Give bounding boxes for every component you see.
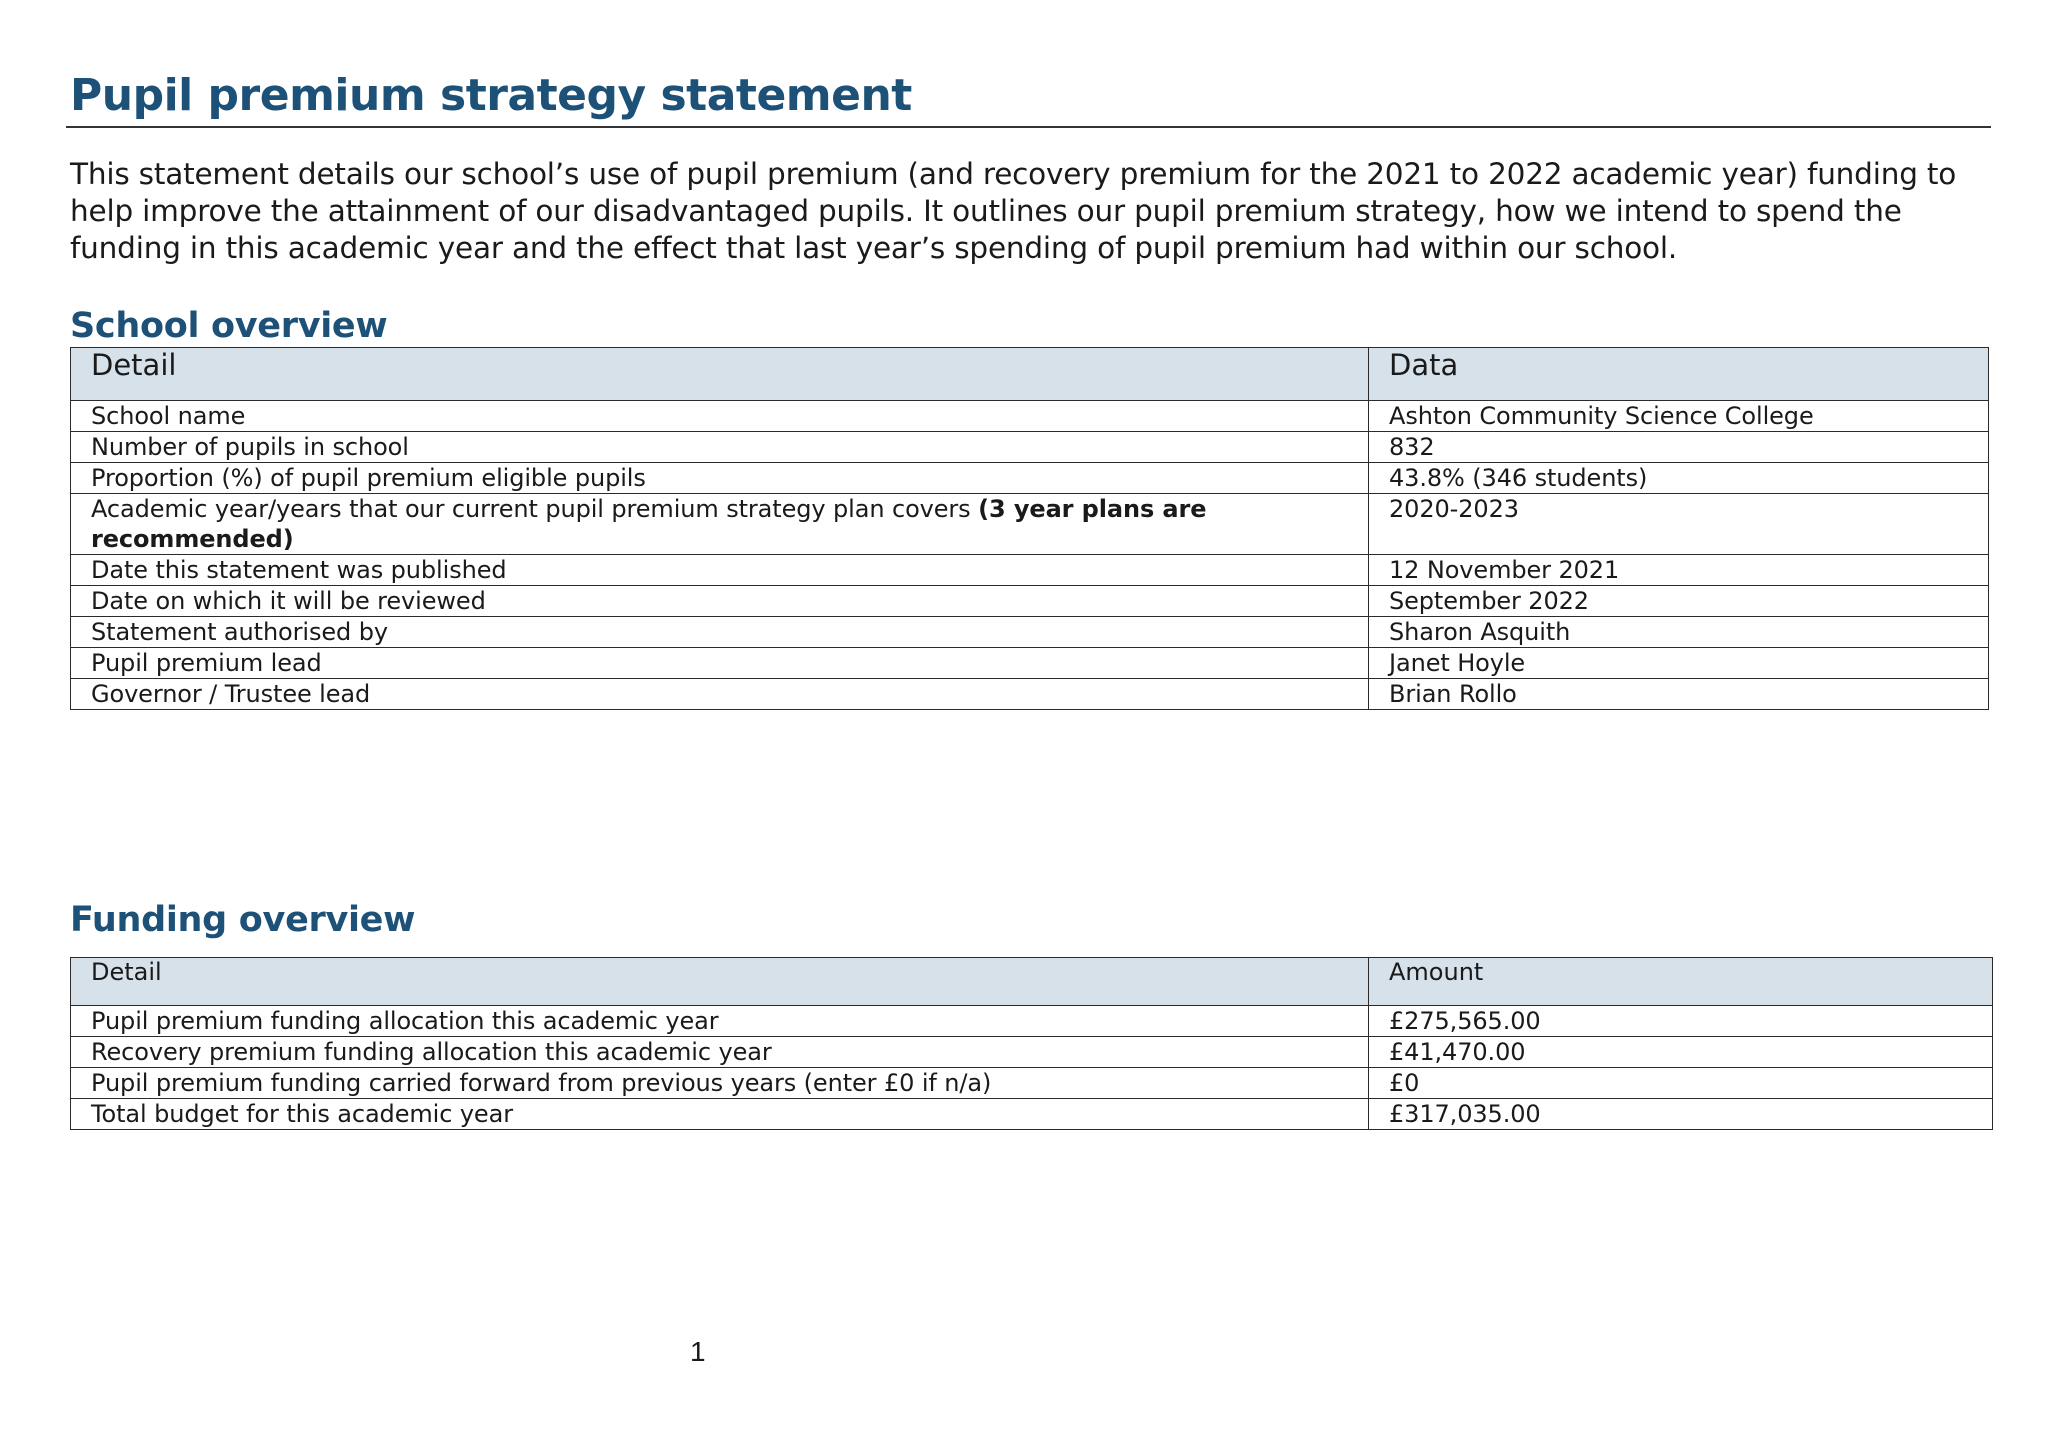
column-header-amount: Amount bbox=[1369, 958, 1993, 1006]
row-detail: Pupil premium lead bbox=[71, 648, 1369, 679]
table-row bbox=[71, 463, 1989, 494]
row-detail-total: Total budget for this academic year bbox=[71, 1099, 1369, 1130]
row-detail-text: Academic year/years that our current pupil premium strategy plan covers bbox=[91, 495, 979, 523]
row-detail: Statement authorised by bbox=[71, 617, 1369, 648]
table-header-row bbox=[71, 348, 1989, 401]
page-number: 1 bbox=[690, 1336, 706, 1367]
column-header-detail: Detail bbox=[71, 958, 1369, 1006]
row-detail: School name bbox=[71, 401, 1369, 432]
row-detail: Date on which it will be reviewed bbox=[71, 586, 1369, 617]
title-divider bbox=[66, 126, 1991, 128]
row-amount: £275,565.00 bbox=[1369, 1006, 1993, 1037]
intro-paragraph: This statement details our school’s use of pupil premium (and recovery premium for the 2021 to 2022 academic year) funding to help improve the attainment of our disadvantaged pupils. It outlines our pupil premium strategy, how we intend to spend the funding in this academic year and the effect that last year’s spending of pupil premium had within our school. bbox=[70, 157, 1957, 265]
row-detail: Proportion (%) of pupil premium eligible pupils bbox=[71, 463, 1369, 494]
table-row bbox=[71, 1068, 1993, 1099]
table-row bbox=[71, 1037, 1993, 1068]
row-detail-note: (3 year plans are recommended) bbox=[91, 495, 1207, 553]
table-row bbox=[71, 401, 1989, 432]
row-detail: Recovery premium funding allocation this academic year bbox=[71, 1037, 1369, 1068]
row-amount: £41,470.00 bbox=[1369, 1037, 1993, 1068]
row-data: Janet Hoyle bbox=[1369, 648, 1989, 679]
row-detail: Pupil premium funding allocation this academic year bbox=[71, 1006, 1369, 1037]
table-row bbox=[71, 586, 1989, 617]
table-row bbox=[71, 432, 1989, 463]
table-row bbox=[71, 1099, 1993, 1130]
page-title: Pupil premium strategy statement bbox=[70, 70, 912, 121]
column-header-data: Data bbox=[1369, 348, 1989, 401]
table-row bbox=[71, 555, 1989, 586]
row-data: 43.8% (346 students) bbox=[1369, 463, 1989, 494]
row-detail: Date this statement was published bbox=[71, 555, 1369, 586]
funding-overview-heading: Funding overview bbox=[70, 900, 416, 940]
table-header-row bbox=[71, 958, 1993, 1006]
row-detail bbox=[71, 494, 1369, 555]
table-row bbox=[71, 648, 1989, 679]
column-header-detail: Detail bbox=[71, 348, 1369, 401]
row-amount: £0 bbox=[1369, 1068, 1993, 1099]
row-detail: Pupil premium funding carried forward from previous years (enter £0 if n/a) bbox=[71, 1068, 1369, 1099]
row-data: Ashton Community Science College bbox=[1369, 401, 1989, 432]
table-row bbox=[71, 617, 1989, 648]
row-detail: Governor / Trustee lead bbox=[71, 679, 1369, 710]
row-data: Brian Rollo bbox=[1369, 679, 1989, 710]
row-data: 2020-2023 bbox=[1369, 494, 1989, 555]
row-amount-total: £317,035.00 bbox=[1369, 1099, 1993, 1130]
row-data: 832 bbox=[1369, 432, 1989, 463]
row-data: 12 November 2021 bbox=[1369, 555, 1989, 586]
table-row bbox=[71, 679, 1989, 710]
row-detail: Number of pupils in school bbox=[71, 432, 1369, 463]
row-data: Sharon Asquith bbox=[1369, 617, 1989, 648]
row-data: September 2022 bbox=[1369, 586, 1989, 617]
table-row bbox=[71, 494, 1989, 555]
funding-overview-table bbox=[70, 957, 1993, 1130]
school-overview-heading: School overview bbox=[70, 306, 388, 346]
school-overview-table bbox=[70, 347, 1989, 710]
table-row bbox=[71, 1006, 1993, 1037]
